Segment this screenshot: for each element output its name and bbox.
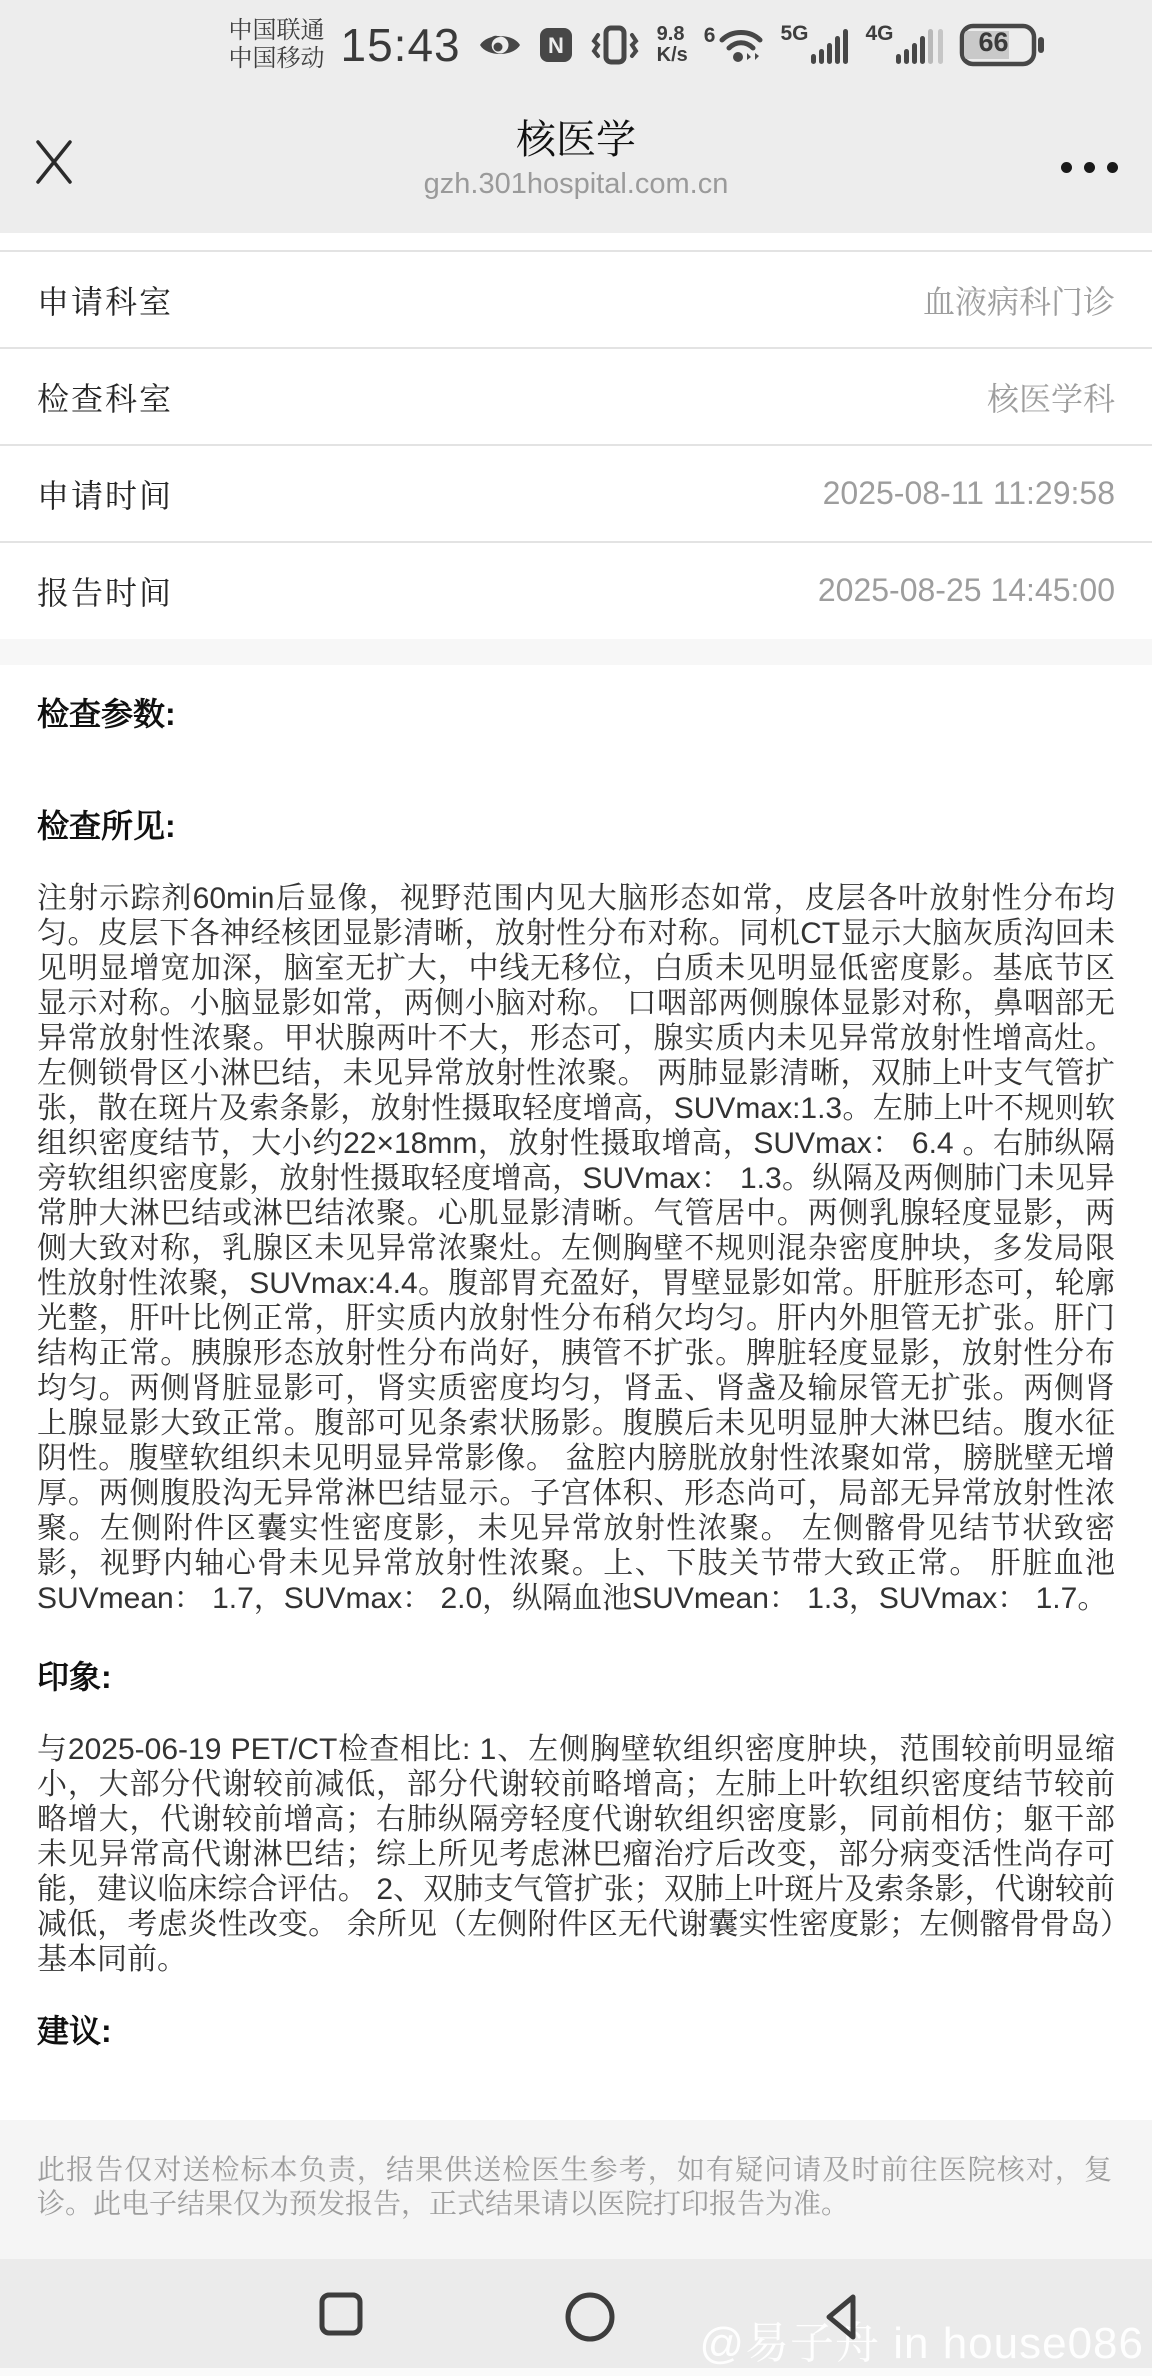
recents-icon[interactable] — [317, 2290, 365, 2338]
page-title: 核医学 — [516, 118, 636, 162]
report-meta-table — [0, 233, 1152, 638]
webview-header — [0, 90, 1152, 233]
impression-text: 与2025-06-19 PET/CT检查相比: 1、左侧胸壁软组织密度肿块，范围较前明显缩小，大部分代谢较前减低，部分代谢较前略增高；左肺上叶软组织密度结节较前略增大，代谢较前增高；右肺纵隔旁轻度代谢软组织密度影，同前相仿；躯干部未见异常高代谢淋巴结；综上所见考虑淋巴瘤治疗后改变，部分病变活性尚存可能，建议临床综合评估。 2、双肺支气管扩张；双肺上叶斑片及索条影，代谢较前减低，考虑炎性改变。 余所见（左侧附件区无代谢囊实性密度影；左侧髂骨骨岛）基本同前。 — [37, 1733, 1115, 1976]
speed-unit: K/s — [656, 44, 688, 66]
findings-text: 注射示踪剂60min后显像，视野范围内见大脑形态如常，皮层各叶放射性分布均匀。皮层下各神经核团显影清晰，放射性分布对称。同机CT显示大脑灰质沟回未见明显增宽加深，脑室无扩大，中线无移位，白质未见明显低密度影。基底节区显示对称。小脑显影如常，两侧小脑对称。 口咽部两侧腺体显影对称，鼻咽部无异常放射性浓聚。甲状腺两叶不大，形态可，腺实质内未见异常放射性增高灶。左侧锁骨区小淋巴结，未见异常放射性浓聚。 两肺显影清晰，双肺上叶支气管扩张，散在斑片及索条影，放射性摄取轻度增高，SUVmax:1.3。左肺上叶不规则软组织密度结节，大小约22×18mm，放射性摄取增高，SUVmax： 6.4 。右肺纵隔旁软组织密度影，放射性摄取轻度增高，SUVmax： 1.3。纵隔及两侧肺门未见异常肿大淋巴结或淋巴结浓聚。心肌显影清晰。气管居中。两侧乳腺轻度显影，两侧大致对称，乳腺区未见异常浓聚灶。左侧胸壁不规则混杂密度肿块，多发局限性放射性浓聚，SUVmax:4.4。腹部胃充盈好，胃壁显影如常。肝脏形态可，轮廓光整，肝叶比例正常，肝实质内放射性分布稍欠均匀。肝内外胆管无扩张。肝门结构正常。胰腺形态放射性分布尚好，胰管不扩张。脾脏轻度显影，放射性分布均匀。两侧肾脏显影可，肾实质密度均匀，肾盂、肾盏及输尿管无扩张。两侧肾上腺显影大致正常。腹部可见条索状肠影。腹膜后未见明显肿大淋巴结。腹水征阴性。腹壁软组织未见明显异常影像。 盆腔内膀胱放射性浓聚如常，膀胱壁无增厚。两侧腹股沟无异常淋巴结显示。子宫体积、形态尚可，局部无异常放射性浓聚。左侧附件区囊实性密度影，未见异常放射性浓聚。 左侧髂骨见结节状致密影，视野内轴心骨未见异常放射性浓聚。上、下肢关节带大致正常。 肝脏血池SUVmean： 1.7，SUVmax： 2.0，纵隔血池SUVmean： 1.3，SUVmax： 1.7。 — [37, 882, 1115, 1615]
carrier-labels — [229, 17, 325, 73]
speed-value: 9.8 — [656, 23, 685, 45]
disclaimer-area — [0, 2120, 1152, 2259]
section-divider-band — [0, 639, 1152, 665]
row-value: 2025-08-25 14:45:00 — [817, 572, 1115, 608]
network-speed — [657, 24, 688, 66]
section-heading-suggestion: 建议: — [37, 2013, 112, 2049]
wifi6-label: 6 — [703, 24, 716, 47]
row-value: 血液病科门诊 — [922, 283, 1115, 320]
clock: 15:43 — [340, 19, 461, 71]
sim1-network-type: 5G — [780, 22, 809, 45]
section-heading-params: 检查参数: — [37, 696, 176, 732]
sim1-signal — [780, 24, 849, 66]
screen-bottom-strip — [0, 2368, 1152, 2376]
table-row — [0, 541, 1152, 638]
section-heading-impression: 印象: — [37, 1659, 112, 1695]
header-title-block — [0, 116, 1152, 204]
signal-bars-icon — [811, 24, 849, 66]
eye-protection-icon — [477, 28, 523, 62]
carrier-1: 中国联通 — [228, 17, 325, 44]
battery-percent: 66 — [978, 27, 1009, 57]
sim2-network-type: 4G — [865, 22, 894, 45]
table-row — [0, 444, 1152, 541]
row-label: 检查科室 — [37, 380, 174, 417]
table-row — [0, 250, 1152, 347]
nfc-icon — [539, 26, 573, 64]
watermark-text: @易子舟 in house086 — [699, 2319, 1144, 2368]
vibrate-icon — [589, 25, 641, 65]
table-row — [0, 347, 1152, 444]
section-heading-findings: 检查所见: — [37, 808, 176, 844]
page-url: gzh.301hospital.com.cn — [423, 168, 729, 200]
status-bar — [0, 0, 1152, 90]
carrier-2: 中国移动 — [228, 45, 325, 72]
signal-bars-icon — [896, 24, 943, 66]
home-icon[interactable] — [563, 2290, 617, 2344]
back-icon[interactable] — [816, 2290, 870, 2344]
android-nav-bar — [0, 2259, 1152, 2376]
svg-text:N: N — [547, 33, 564, 58]
sim2-signal — [865, 24, 943, 66]
report-content — [0, 665, 1152, 2120]
wifi-indicator — [704, 26, 765, 64]
wifi-icon — [718, 26, 764, 64]
battery-indicator — [959, 22, 1045, 68]
row-label: 报告时间 — [37, 574, 174, 611]
row-label: 申请科室 — [37, 283, 174, 320]
more-menu-icon[interactable] — [1061, 162, 1118, 173]
row-value: 2025-08-11 11:29:58 — [822, 475, 1115, 511]
disclaimer-text: 此报告仅对送检标本负责，结果供送检医生参考，如有疑问请及时前往医院核对，复诊。此电子结果仅为预发报告，正式结果请以医院打印报告为准。 — [37, 2154, 1112, 2219]
row-value: 核医学科 — [986, 380, 1115, 417]
row-label: 申请时间 — [37, 477, 174, 514]
